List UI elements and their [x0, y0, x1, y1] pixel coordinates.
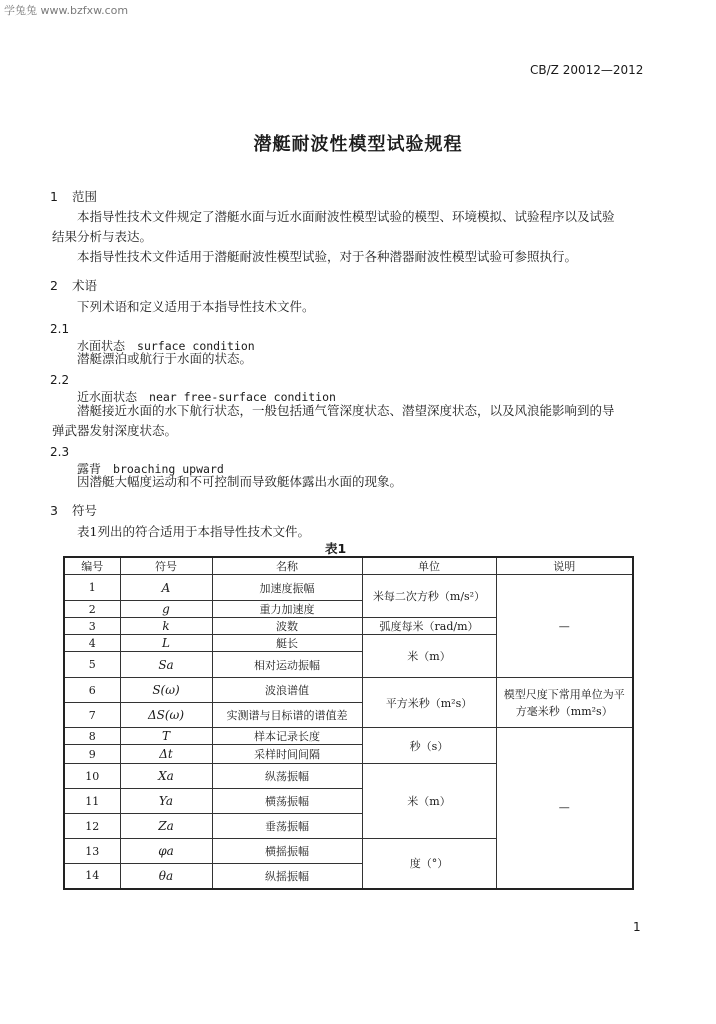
term-number: 2.3: [50, 445, 70, 459]
cell-symbol: Sa: [120, 652, 212, 678]
cell-symbol: k: [120, 618, 212, 635]
page-number: 1: [633, 920, 641, 934]
cell-no: 8: [64, 728, 120, 745]
cell-no: 13: [64, 839, 120, 864]
cell-name: 纵摇振幅: [212, 864, 362, 889]
cell-note: —: [496, 575, 633, 678]
table-header-row: [64, 557, 633, 575]
term-zh: 水面状态: [77, 339, 126, 353]
header-cell: 说明: [496, 557, 633, 575]
term-zh: 近水面状态: [77, 390, 138, 404]
section-number: 2: [50, 278, 58, 293]
cell-no: 11: [64, 789, 120, 814]
cell-no: 1: [64, 575, 120, 601]
cell-no: 4: [64, 635, 120, 652]
section-title: 术语: [72, 278, 98, 293]
cell-name: 垂荡振幅: [212, 814, 362, 839]
paragraph-line: 表1列出的符合适用于本指导性技术文件。: [77, 524, 310, 539]
header-cell: 名称: [212, 557, 362, 575]
section-2-heading: [50, 276, 97, 294]
cell-name: 横荡振幅: [212, 789, 362, 814]
cell-name: 采样时间间隔: [212, 745, 362, 764]
cell-name: 波数: [212, 618, 362, 635]
term-definition: 潜艇接近水面的水下航行状态，一般包括通气管深度状态、潜望深度状态，以及风浪能影响到的导: [77, 403, 615, 418]
standard-number: CB/Z 20012—2012: [530, 63, 644, 77]
cell-no: 12: [64, 814, 120, 839]
cell-unit: 米（m）: [362, 635, 496, 678]
section-1-heading: [50, 187, 97, 205]
table-caption: 表1: [325, 541, 347, 556]
cell-no: 14: [64, 864, 120, 889]
cell-unit: 度（°）: [362, 839, 496, 889]
term-definition: 弹武器发射深度状态。: [52, 423, 178, 438]
cell-note: —: [496, 728, 633, 889]
section-number: 1: [50, 189, 58, 204]
cell-name: 相对运动振幅: [212, 652, 362, 678]
cell-no: 5: [64, 652, 120, 678]
cell-no: 3: [64, 618, 120, 635]
term-en: surface condition: [137, 339, 255, 353]
cell-symbol: Za: [120, 814, 212, 839]
table-row: [64, 678, 633, 703]
section-title: 范围: [72, 189, 98, 204]
cell-unit: 米（m）: [362, 764, 496, 839]
cell-symbol: Xa: [120, 764, 212, 789]
cell-symbol: φa: [120, 839, 212, 864]
term-zh: 露背: [77, 462, 102, 476]
table-row: [64, 575, 633, 601]
symbol-table: [63, 556, 634, 890]
cell-no: 6: [64, 678, 120, 703]
cell-symbol: L: [120, 635, 212, 652]
paragraph-line: 本指导性技术文件适用于潜艇耐波性模型试验，对于各种潜器耐波性模型试验可参照执行。: [77, 249, 578, 264]
cell-note: 模型尺度下常用单位为平方毫米秒（mm²s）: [496, 678, 633, 728]
cell-name: 纵荡振幅: [212, 764, 362, 789]
term-definition: 因潜艇大幅度运动和不可控制而导致艇体露出水面的现象。: [77, 474, 403, 489]
cell-symbol: T: [120, 728, 212, 745]
cell-no: 10: [64, 764, 120, 789]
term-en: near free-surface condition: [149, 390, 336, 404]
term-number: 2.1: [50, 322, 70, 336]
section-title: 符号: [72, 503, 98, 518]
cell-symbol: Δt: [120, 745, 212, 764]
cell-symbol: A: [120, 575, 212, 601]
cell-unit: 平方米秒（m²s）: [362, 678, 496, 728]
cell-name: 重力加速度: [212, 601, 362, 618]
term-definition: 潜艇漂泊或航行于水面的状态。: [77, 351, 253, 366]
cell-no: 9: [64, 745, 120, 764]
watermark: 学兔兔 www.bzfxw.com: [4, 4, 129, 17]
cell-name: 横摇振幅: [212, 839, 362, 864]
cell-name: 样本记录长度: [212, 728, 362, 745]
table-row: [64, 728, 633, 745]
cell-no: 7: [64, 703, 120, 728]
paragraph-line: 本指导性技术文件规定了潜艇水面与近水面耐波性模型试验的模型、环境模拟、试验程序以及试验: [77, 209, 615, 224]
cell-symbol: g: [120, 601, 212, 618]
cell-name: 波浪谱值: [212, 678, 362, 703]
cell-unit: 弧度每米（rad/m）: [362, 618, 496, 635]
cell-symbol: S(ω): [120, 678, 212, 703]
page-title: 潜艇耐波性模型试验规程: [253, 134, 463, 155]
section-3-heading: [50, 501, 97, 519]
term-number: 2.2: [50, 373, 70, 387]
cell-symbol: θa: [120, 864, 212, 889]
cell-symbol: ΔS(ω): [120, 703, 212, 728]
cell-name: 艇长: [212, 635, 362, 652]
header-cell: 符号: [120, 557, 212, 575]
header-cell: 单位: [362, 557, 496, 575]
cell-unit: 米每二次方秒（m/s²）: [362, 575, 496, 618]
cell-name: 加速度振幅: [212, 575, 362, 601]
header-cell: 编号: [64, 557, 120, 575]
cell-name: 实测谱与目标谱的谱值差: [212, 703, 362, 728]
paragraph-line: 下列术语和定义适用于本指导性技术文件。: [77, 299, 315, 314]
paragraph-line: 结果分析与表达。: [52, 229, 153, 244]
cell-symbol: Ya: [120, 789, 212, 814]
cell-no: 2: [64, 601, 120, 618]
section-number: 3: [50, 503, 58, 518]
term-en: broaching upward: [113, 462, 224, 476]
cell-unit: 秒（s）: [362, 728, 496, 764]
